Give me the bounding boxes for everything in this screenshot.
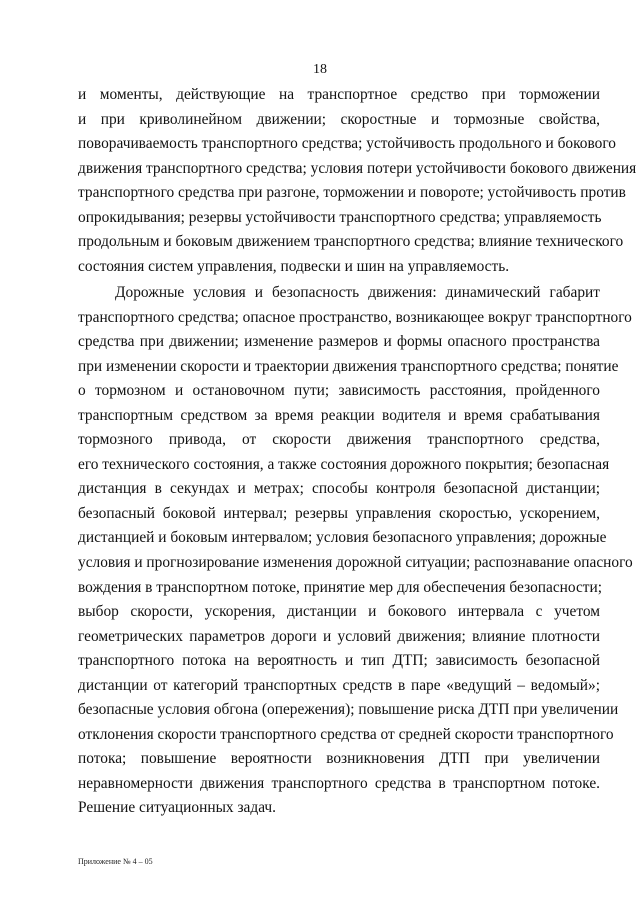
text-line: и моменты, действующие на транспортное средство при торможении	[78, 86, 600, 103]
text-line: дистанцией и боковым интервалом; условия безопасного управления; дорожные	[78, 529, 607, 547]
text-line: движения транспортного средства; условия потери устойчивости бокового движения	[78, 159, 637, 177]
text-line: транспортного средства; опасное пространство, возникающее вокруг транспортного	[78, 308, 632, 326]
text-line: безопасные условия обгона (опережения); повышение риска ДТП при увеличении	[78, 701, 619, 719]
text-line: поворачиваемость транспортного средства; устойчивость продольного и бокового	[78, 135, 616, 153]
text-line: состояния систем управления, подвески и шин на управляемость.	[78, 257, 510, 275]
text-line: вождения в транспортном потоке, принятие мер для обеспечения безопасности;	[78, 578, 603, 596]
text-line: транспортного потока на вероятность и тип ДТП; зависимость безопасной	[78, 652, 600, 670]
text-line: транспортным средством за время реакции водителя и время срабатывания	[78, 406, 600, 424]
text-line: и при криволинейном движении; скоростные и тормозные свойства,	[78, 110, 600, 128]
text-line: условия и прогнозирование изменения дорожной ситуации; распознавание опасного	[78, 554, 633, 572]
text-line: продольным и боковым движением транспортного средства; влияние технического	[78, 233, 624, 251]
text-line: при изменении скорости и траектории движения транспортного средства; понятие	[78, 357, 619, 375]
footer-note: Приложение № 4 – 05	[78, 857, 153, 866]
text-line: транспортного средства при разгоне, торможении и повороте; устойчивость против	[78, 184, 626, 202]
text-line: выбор скорости, ускорения, дистанции и бокового интервала с учетом	[78, 603, 600, 621]
text-line: опрокидывания; резервы устойчивости транспортного средства; управляемость	[78, 208, 602, 226]
text-line: дистанции от категорий транспортных средств в паре «ведущий – ведомый»;	[78, 676, 600, 694]
text-line: отклонения скорости транспортного средства от средней скорости транспортного	[78, 725, 614, 743]
text-line: его технического состояния, а также состояния дорожного покрытия; безопасная	[78, 455, 610, 473]
text-line: Решение ситуационных задач.	[78, 799, 277, 817]
text-line: о тормозном и остановочном пути; зависимость расстояния, пройденного	[78, 382, 600, 400]
paragraph-1	[78, 83, 637, 279]
text-line: неравномерности движения транспортного средства в транспортном потоке.	[78, 774, 600, 792]
text-line: геометрических параметров дороги и условий движения; влияние плотности	[78, 627, 600, 645]
text-line: дистанция в секундах и метрах; способы контроля безопасной дистанции;	[78, 480, 600, 498]
page-number: 18	[313, 62, 327, 77]
text-line: тормозного привода, от скорости движения транспортного средства,	[78, 431, 600, 449]
text-line: Дорожные условия и безопасность движения: динамический габарит	[115, 284, 600, 301]
paragraph-2	[78, 281, 633, 821]
text-line: безопасный боковой интервал; резервы управления скоростью, ускорением,	[78, 504, 600, 522]
text-line: средства при движении; изменение размеров и формы опасного пространства	[78, 333, 600, 351]
text-line: потока; повышение вероятности возникновения ДТП при увеличении	[78, 750, 600, 768]
